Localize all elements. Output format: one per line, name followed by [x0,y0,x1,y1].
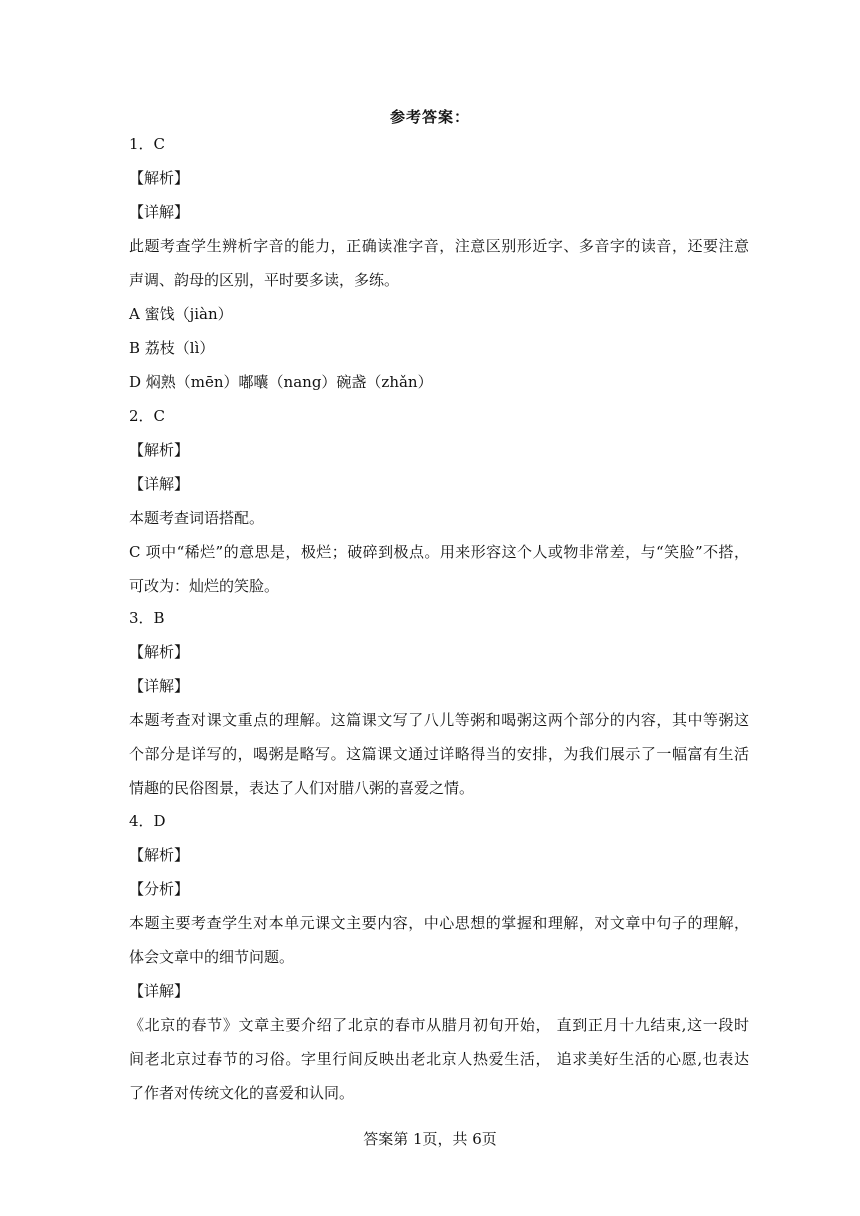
analysis-heading: 【解析】 [129,169,190,187]
question-4-answer: 4．D [129,812,166,830]
body-line: 情趣的民俗图景，表达了人们对腊八粥的喜爱之情。 [129,779,475,797]
detail-heading: 【详解】 [129,475,190,493]
body-line: B 荔枝（lì） [129,339,215,357]
body-line: A 蜜饯（jiàn） [129,305,233,323]
page-footer: 答案第 1页，共 6页 [363,1130,497,1148]
analysis-heading: 【解析】 [129,846,190,864]
body-line: 间老北京过春节的习俗。字里行间反映出老北京人热爱生活， 追求美好生活的心愿,也表达 [129,1050,749,1068]
question-1-answer: 1．C [129,135,166,153]
analysis-heading: 【解析】 [129,441,190,459]
detail-heading: 【详解】 [129,677,190,695]
body-line: 了作者对传统文化的喜爱和认同。 [129,1084,355,1102]
body-line: 本题主要考查学生对本单元课文主要内容，中心思想的掌握和理解，对文章中句子的理解， [129,914,749,932]
body-line: D 焖熟（mēn）嘟囔（nang）碗盏（zhǎn） [129,373,433,391]
body-line: 声调、韵母的区别，平时要多读，多练。 [129,271,400,289]
detail-heading: 【详解】 [129,203,190,221]
body-line: C 项中“稀烂”的意思是，极烂；破碎到极点。用来形容这个人或物非常差，与“笑脸”不搭， [129,543,749,561]
analysis-subheading: 【分析】 [129,880,190,898]
detail-heading: 【详解】 [129,982,190,1000]
question-3-answer: 3．B [129,609,165,627]
body-line: 体会文章中的细节问题。 [129,948,295,966]
question-2-answer: 2．C [129,407,166,425]
analysis-heading: 【解析】 [129,643,190,661]
body-line: 可改为：灿烂的笑脸。 [129,577,280,595]
body-line: 《北京的春节》文章主要介绍了北京的春市从腊月初旬开始， 直到正月十九结束,这一段时 [129,1016,749,1034]
body-line: 本题考查词语搭配。 [129,509,265,527]
body-line: 此题考查学生辨析字音的能力，正确读准字音，注意区别形近字、多音字的读音，还要注意 [129,237,749,255]
body-line: 个部分是详写的，喝粥是略写。这篇课文通过详略得当的安排，为我们展示了一幅富有生活 [129,745,749,763]
body-line: 本题考查对课文重点的理解。这篇课文写了八儿等粥和喝粥这两个部分的内容，其中等粥这 [129,711,749,729]
page-title: 参考答案： [389,108,470,126]
